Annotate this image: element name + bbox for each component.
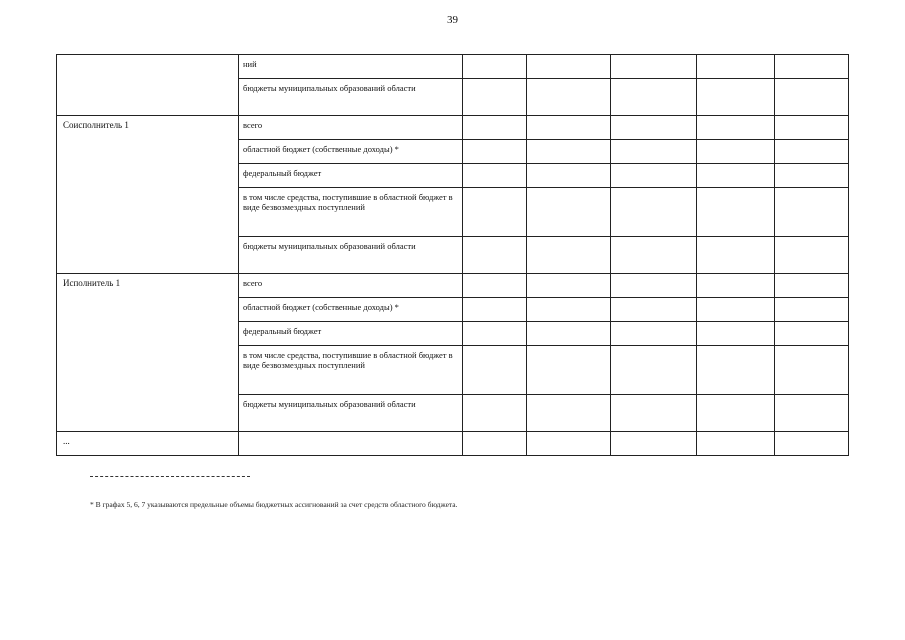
value-cell xyxy=(611,116,697,140)
value-cell xyxy=(775,395,849,432)
value-cell xyxy=(611,188,697,237)
value-cell xyxy=(463,274,527,298)
value-cell xyxy=(527,432,611,456)
funding-source-cell: федеральный бюджет xyxy=(239,322,463,346)
value-cell xyxy=(463,432,527,456)
table-row xyxy=(57,116,849,140)
value-cell xyxy=(463,140,527,164)
value-cell xyxy=(697,274,775,298)
funding-source-cell: бюджеты муниципальных образований области xyxy=(239,79,463,116)
value-cell xyxy=(775,188,849,237)
value-cell xyxy=(775,164,849,188)
value-cell xyxy=(611,55,697,79)
value-cell xyxy=(697,298,775,322)
budget-table xyxy=(56,54,849,456)
value-cell xyxy=(527,346,611,395)
value-cell xyxy=(463,322,527,346)
value-cell xyxy=(463,395,527,432)
value-cell xyxy=(611,140,697,164)
table-row xyxy=(57,55,849,79)
footnote-separator xyxy=(90,476,250,477)
value-cell xyxy=(463,55,527,79)
value-cell xyxy=(611,237,697,274)
participant-cell: ... xyxy=(57,432,239,456)
value-cell xyxy=(611,274,697,298)
funding-source-cell: всего xyxy=(239,274,463,298)
value-cell xyxy=(527,164,611,188)
value-cell xyxy=(697,322,775,346)
value-cell xyxy=(775,79,849,116)
value-cell xyxy=(463,164,527,188)
funding-source-cell: областной бюджет (собственные доходы) * xyxy=(239,140,463,164)
value-cell xyxy=(775,140,849,164)
value-cell xyxy=(463,237,527,274)
value-cell xyxy=(527,274,611,298)
value-cell xyxy=(527,322,611,346)
value-cell xyxy=(463,346,527,395)
value-cell xyxy=(697,346,775,395)
value-cell xyxy=(697,395,775,432)
value-cell xyxy=(697,116,775,140)
funding-source-cell: в том числе средства, поступившие в областной бюджет в виде безвозмездных поступлений xyxy=(239,188,463,237)
value-cell xyxy=(527,55,611,79)
value-cell xyxy=(527,140,611,164)
value-cell xyxy=(775,237,849,274)
value-cell xyxy=(463,188,527,237)
funding-source-cell: областной бюджет (собственные доходы) * xyxy=(239,298,463,322)
value-cell xyxy=(611,298,697,322)
value-cell xyxy=(775,322,849,346)
value-cell xyxy=(775,116,849,140)
value-cell xyxy=(527,188,611,237)
value-cell xyxy=(697,55,775,79)
funding-source-cell: бюджеты муниципальных образований области xyxy=(239,395,463,432)
value-cell xyxy=(775,274,849,298)
value-cell xyxy=(611,79,697,116)
value-cell xyxy=(463,298,527,322)
value-cell xyxy=(775,346,849,395)
table-body xyxy=(57,55,849,456)
value-cell xyxy=(611,395,697,432)
value-cell xyxy=(611,432,697,456)
value-cell xyxy=(775,298,849,322)
value-cell xyxy=(527,79,611,116)
table-row xyxy=(57,432,849,456)
funding-source-cell: ний xyxy=(239,55,463,79)
value-cell xyxy=(697,432,775,456)
value-cell xyxy=(611,322,697,346)
funding-source-cell xyxy=(239,432,463,456)
table-row xyxy=(57,274,849,298)
participant-cell: Соисполнитель 1 xyxy=(57,116,239,274)
value-cell xyxy=(611,346,697,395)
value-cell xyxy=(775,432,849,456)
value-cell xyxy=(527,395,611,432)
funding-source-cell: в том числе средства, поступившие в областной бюджет в виде безвозмездных поступлений xyxy=(239,346,463,395)
value-cell xyxy=(527,237,611,274)
value-cell xyxy=(697,164,775,188)
value-cell xyxy=(463,116,527,140)
page-number: 39 xyxy=(447,14,458,26)
funding-source-cell: федеральный бюджет xyxy=(239,164,463,188)
participant-cell xyxy=(57,55,239,116)
value-cell xyxy=(775,55,849,79)
value-cell xyxy=(463,79,527,116)
value-cell xyxy=(527,298,611,322)
value-cell xyxy=(697,140,775,164)
footnote: * В графах 5, 6, 7 указываются предельные объемы бюджетных ассигнований за счет средств областного бюджета. xyxy=(90,500,458,509)
value-cell xyxy=(611,164,697,188)
value-cell xyxy=(697,79,775,116)
value-cell xyxy=(697,237,775,274)
value-cell xyxy=(527,116,611,140)
participant-cell: Исполнитель 1 xyxy=(57,274,239,432)
funding-source-cell: всего xyxy=(239,116,463,140)
funding-source-cell: бюджеты муниципальных образований области xyxy=(239,237,463,274)
value-cell xyxy=(697,188,775,237)
